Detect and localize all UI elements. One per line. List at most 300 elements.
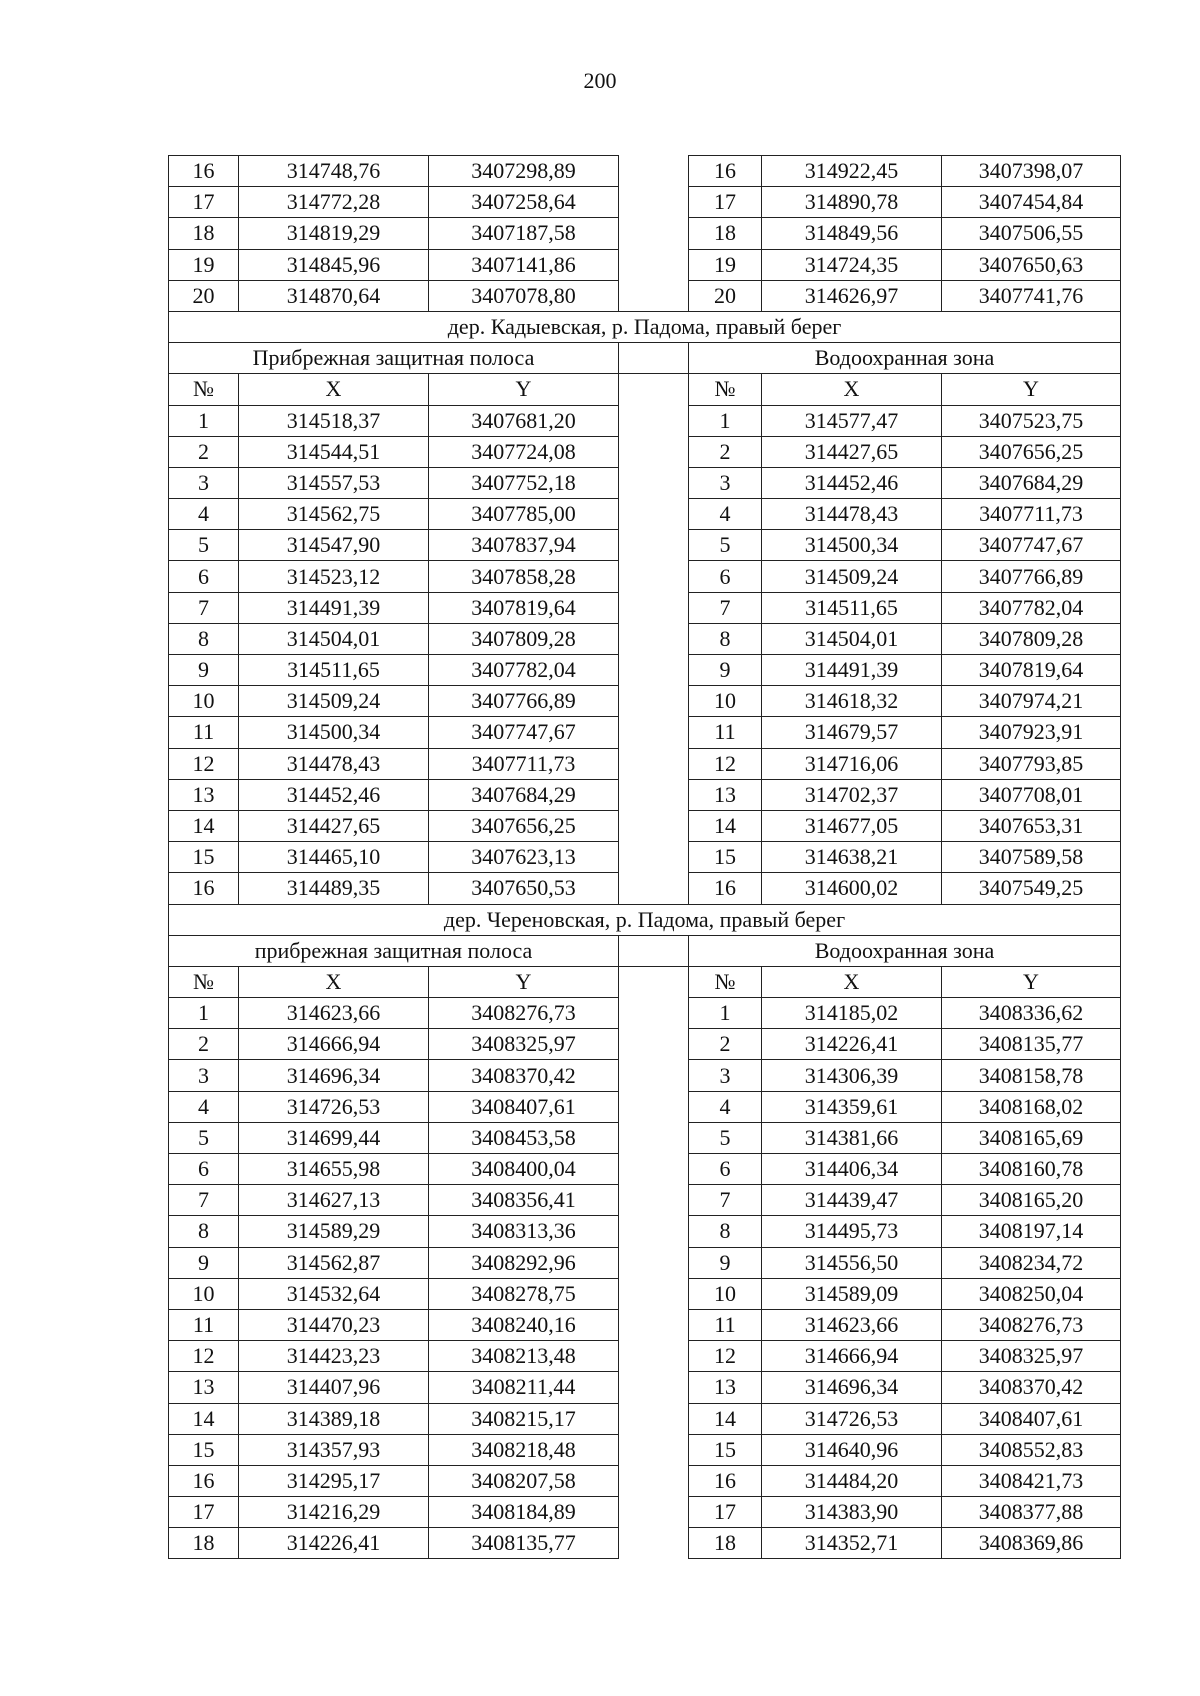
x-coordinate-cell: 314357,93 <box>239 1434 429 1465</box>
x-coordinate-cell: 314696,34 <box>239 1060 429 1091</box>
table-row <box>169 1465 1121 1496</box>
table-row <box>169 1154 1121 1185</box>
y-coordinate-cell: 3407747,67 <box>942 530 1121 561</box>
table-row <box>169 623 1121 654</box>
x-coordinate-cell: 314677,05 <box>762 810 942 841</box>
x-coordinate-cell: 314679,57 <box>762 717 942 748</box>
y-coordinate-cell: 3408370,42 <box>942 1372 1121 1403</box>
point-number-cell: 19 <box>689 249 762 280</box>
column-header-row <box>169 374 1121 405</box>
y-coordinate-cell: 3408207,58 <box>429 1465 619 1496</box>
x-column-header: X <box>239 374 429 405</box>
point-number-cell: 10 <box>689 686 762 717</box>
x-coordinate-cell: 314500,34 <box>239 717 429 748</box>
y-coordinate-cell: 3407623,13 <box>429 842 619 873</box>
y-coordinate-cell: 3408165,69 <box>942 1122 1121 1153</box>
number-column-header: № <box>169 966 239 997</box>
point-number-cell: 7 <box>169 592 239 623</box>
column-gap <box>619 686 689 717</box>
x-coordinate-cell: 314407,96 <box>239 1372 429 1403</box>
table-row <box>169 1060 1121 1091</box>
table-row <box>169 1278 1121 1309</box>
x-coordinate-cell: 314352,71 <box>762 1528 942 1559</box>
point-number-cell: 15 <box>689 1434 762 1465</box>
x-coordinate-cell: 314359,61 <box>762 1091 942 1122</box>
table-row <box>169 1309 1121 1340</box>
table-row <box>169 1247 1121 1278</box>
x-coordinate-cell: 314406,34 <box>762 1154 942 1185</box>
table-row <box>169 530 1121 561</box>
column-gap <box>619 405 689 436</box>
y-coordinate-cell: 3408356,41 <box>429 1185 619 1216</box>
point-number-cell: 4 <box>169 499 239 530</box>
x-coordinate-cell: 314383,90 <box>762 1497 942 1528</box>
y-coordinate-cell: 3408211,44 <box>429 1372 619 1403</box>
x-coordinate-cell: 314589,29 <box>239 1216 429 1247</box>
column-gap <box>619 530 689 561</box>
point-number-cell: 10 <box>689 1278 762 1309</box>
coastal-strip-header: Прибрежная защитная полоса <box>169 343 619 374</box>
point-number-cell: 1 <box>689 405 762 436</box>
point-number-cell: 12 <box>169 748 239 779</box>
table-row <box>169 998 1121 1029</box>
point-number-cell: 18 <box>689 218 762 249</box>
point-number-cell: 13 <box>169 779 239 810</box>
column-gap <box>619 343 689 374</box>
column-gap <box>619 966 689 997</box>
y-coordinate-cell: 3408213,48 <box>429 1341 619 1372</box>
column-gap <box>619 1122 689 1153</box>
table-row <box>169 499 1121 530</box>
point-number-cell: 13 <box>169 1372 239 1403</box>
y-column-header: Y <box>942 374 1121 405</box>
x-coordinate-cell: 314452,46 <box>239 779 429 810</box>
y-coordinate-cell: 3407078,80 <box>429 280 619 311</box>
y-coordinate-cell: 3407785,00 <box>429 499 619 530</box>
y-coordinate-cell: 3408369,86 <box>942 1528 1121 1559</box>
number-column-header: № <box>689 966 762 997</box>
point-number-cell: 5 <box>169 1122 239 1153</box>
x-coordinate-cell: 314626,97 <box>762 280 942 311</box>
y-coordinate-cell: 3407858,28 <box>429 561 619 592</box>
table-row <box>169 748 1121 779</box>
column-gap <box>619 998 689 1029</box>
column-gap <box>619 1060 689 1091</box>
column-gap <box>619 1465 689 1496</box>
table-row <box>169 1497 1121 1528</box>
y-coordinate-cell: 3408240,16 <box>429 1309 619 1340</box>
y-coordinate-cell: 3407819,64 <box>429 592 619 623</box>
table-row <box>169 717 1121 748</box>
number-column-header: № <box>169 374 239 405</box>
y-coordinate-cell: 3407454,84 <box>942 187 1121 218</box>
y-coordinate-cell: 3408278,75 <box>429 1278 619 1309</box>
point-number-cell: 15 <box>689 842 762 873</box>
zone-header-row <box>169 343 1121 374</box>
point-number-cell: 3 <box>689 467 762 498</box>
y-coordinate-cell: 3407549,25 <box>942 873 1121 904</box>
y-coordinate-cell: 3408165,20 <box>942 1185 1121 1216</box>
point-number-cell: 2 <box>169 436 239 467</box>
table-row <box>169 655 1121 686</box>
x-coordinate-cell: 314696,34 <box>762 1372 942 1403</box>
y-coordinate-cell: 3408453,58 <box>429 1122 619 1153</box>
y-coordinate-cell: 3407711,73 <box>429 748 619 779</box>
column-gap <box>619 748 689 779</box>
column-gap <box>619 1372 689 1403</box>
point-number-cell: 3 <box>169 467 239 498</box>
column-gap <box>619 810 689 841</box>
x-coordinate-cell: 314819,29 <box>239 218 429 249</box>
y-coordinate-cell: 3408184,89 <box>429 1497 619 1528</box>
y-coordinate-cell: 3408250,04 <box>942 1278 1121 1309</box>
point-number-cell: 18 <box>169 1528 239 1559</box>
point-number-cell: 14 <box>169 810 239 841</box>
x-coordinate-cell: 314547,90 <box>239 530 429 561</box>
point-number-cell: 3 <box>689 1060 762 1091</box>
point-number-cell: 2 <box>169 1029 239 1060</box>
x-coordinate-cell: 314306,39 <box>762 1060 942 1091</box>
point-number-cell: 5 <box>689 1122 762 1153</box>
x-coordinate-cell: 314562,87 <box>239 1247 429 1278</box>
table-row <box>169 873 1121 904</box>
y-column-header: Y <box>942 966 1121 997</box>
y-coordinate-cell: 3407782,04 <box>942 592 1121 623</box>
y-coordinate-cell: 3407650,63 <box>942 249 1121 280</box>
y-coordinate-cell: 3407187,58 <box>429 218 619 249</box>
x-coordinate-cell: 314623,66 <box>762 1309 942 1340</box>
x-coordinate-cell: 314427,65 <box>762 436 942 467</box>
y-coordinate-cell: 3407711,73 <box>942 499 1121 530</box>
point-number-cell: 16 <box>169 873 239 904</box>
table-row <box>169 779 1121 810</box>
table-row <box>169 686 1121 717</box>
x-coordinate-cell: 314600,02 <box>762 873 942 904</box>
x-coordinate-cell: 314699,44 <box>239 1122 429 1153</box>
column-header-row <box>169 966 1121 997</box>
x-coordinate-cell: 314845,96 <box>239 249 429 280</box>
table-row <box>169 436 1121 467</box>
point-number-cell: 1 <box>169 998 239 1029</box>
x-coordinate-cell: 314726,53 <box>239 1091 429 1122</box>
point-number-cell: 14 <box>689 1403 762 1434</box>
y-coordinate-cell: 3408370,42 <box>429 1060 619 1091</box>
x-coordinate-cell: 314849,56 <box>762 218 942 249</box>
table-row <box>169 187 1121 218</box>
section-title: дер. Кадыевская, р. Падома, правый берег <box>169 311 1121 342</box>
point-number-cell: 1 <box>689 998 762 1029</box>
column-gap <box>619 436 689 467</box>
x-coordinate-cell: 314666,94 <box>239 1029 429 1060</box>
column-gap <box>619 1434 689 1465</box>
point-number-cell: 16 <box>689 156 762 187</box>
point-number-cell: 10 <box>169 686 239 717</box>
point-number-cell: 11 <box>169 717 239 748</box>
y-coordinate-cell: 3408552,83 <box>942 1434 1121 1465</box>
point-number-cell: 19 <box>169 249 239 280</box>
x-coordinate-cell: 314640,96 <box>762 1434 942 1465</box>
point-number-cell: 17 <box>169 1497 239 1528</box>
x-coordinate-cell: 314491,39 <box>762 655 942 686</box>
coordinates-table-body <box>169 156 1121 1559</box>
column-gap <box>619 1154 689 1185</box>
y-coordinate-cell: 3407141,86 <box>429 249 619 280</box>
point-number-cell: 17 <box>689 187 762 218</box>
section-title-row <box>169 311 1121 342</box>
point-number-cell: 2 <box>689 436 762 467</box>
column-gap <box>619 218 689 249</box>
x-coordinate-cell: 314870,64 <box>239 280 429 311</box>
point-number-cell: 6 <box>689 1154 762 1185</box>
column-gap <box>619 1185 689 1216</box>
x-coordinate-cell: 314618,32 <box>762 686 942 717</box>
column-gap <box>619 187 689 218</box>
x-coordinate-cell: 314495,73 <box>762 1216 942 1247</box>
table-row <box>169 1528 1121 1559</box>
x-coordinate-cell: 314666,94 <box>762 1341 942 1372</box>
x-coordinate-cell: 314716,06 <box>762 748 942 779</box>
y-coordinate-cell: 3408400,04 <box>429 1154 619 1185</box>
point-number-cell: 9 <box>689 655 762 686</box>
point-number-cell: 1 <box>169 405 239 436</box>
y-coordinate-cell: 3407684,29 <box>429 779 619 810</box>
column-gap <box>619 935 689 966</box>
column-gap <box>619 623 689 654</box>
point-number-cell: 4 <box>689 1091 762 1122</box>
x-coordinate-cell: 314489,35 <box>239 873 429 904</box>
point-number-cell: 12 <box>689 748 762 779</box>
point-number-cell: 6 <box>689 561 762 592</box>
y-coordinate-cell: 3407747,67 <box>429 717 619 748</box>
point-number-cell: 9 <box>169 655 239 686</box>
point-number-cell: 5 <box>169 530 239 561</box>
table-row <box>169 218 1121 249</box>
point-number-cell: 15 <box>169 842 239 873</box>
y-coordinate-cell: 3408377,88 <box>942 1497 1121 1528</box>
x-coordinate-cell: 314623,66 <box>239 998 429 1029</box>
point-number-cell: 12 <box>689 1341 762 1372</box>
x-coordinate-cell: 314577,47 <box>762 405 942 436</box>
point-number-cell: 11 <box>169 1309 239 1340</box>
y-coordinate-cell: 3408168,02 <box>942 1091 1121 1122</box>
column-gap <box>619 1216 689 1247</box>
y-coordinate-cell: 3407681,20 <box>429 405 619 436</box>
table-row <box>169 467 1121 498</box>
point-number-cell: 7 <box>689 1185 762 1216</box>
column-gap <box>619 873 689 904</box>
y-coordinate-cell: 3408292,96 <box>429 1247 619 1278</box>
y-coordinate-cell: 3407766,89 <box>942 561 1121 592</box>
x-coordinate-cell: 314724,35 <box>762 249 942 280</box>
point-number-cell: 7 <box>169 1185 239 1216</box>
y-coordinate-cell: 3408135,77 <box>942 1029 1121 1060</box>
y-coordinate-cell: 3407258,64 <box>429 187 619 218</box>
point-number-cell: 8 <box>689 1216 762 1247</box>
column-gap <box>619 156 689 187</box>
x-coordinate-cell: 314504,01 <box>239 623 429 654</box>
y-column-header: Y <box>429 374 619 405</box>
y-coordinate-cell: 3407837,94 <box>429 530 619 561</box>
y-coordinate-cell: 3408160,78 <box>942 1154 1121 1185</box>
x-coordinate-cell: 314638,21 <box>762 842 942 873</box>
y-coordinate-cell: 3408158,78 <box>942 1060 1121 1091</box>
point-number-cell: 6 <box>169 1154 239 1185</box>
y-coordinate-cell: 3408276,73 <box>429 998 619 1029</box>
x-coordinate-cell: 314523,12 <box>239 561 429 592</box>
y-coordinate-cell: 3407819,64 <box>942 655 1121 686</box>
x-coordinate-cell: 314511,65 <box>239 655 429 686</box>
y-coordinate-cell: 3407656,25 <box>942 436 1121 467</box>
point-number-cell: 12 <box>169 1341 239 1372</box>
y-coordinate-cell: 3408421,73 <box>942 1465 1121 1496</box>
point-number-cell: 18 <box>689 1528 762 1559</box>
point-number-cell: 4 <box>169 1091 239 1122</box>
y-coordinate-cell: 3407589,58 <box>942 842 1121 873</box>
page-number: 200 <box>583 68 617 93</box>
column-gap <box>619 1528 689 1559</box>
x-coordinate-cell: 314726,53 <box>762 1403 942 1434</box>
y-coordinate-cell: 3407708,01 <box>942 779 1121 810</box>
y-coordinate-cell: 3408336,62 <box>942 998 1121 1029</box>
column-gap <box>619 1091 689 1122</box>
table-row <box>169 1091 1121 1122</box>
y-coordinate-cell: 3407809,28 <box>429 623 619 654</box>
water-protection-zone-header: Водоохранная зона <box>689 343 1121 374</box>
x-coordinate-cell: 314509,24 <box>762 561 942 592</box>
point-number-cell: 9 <box>689 1247 762 1278</box>
y-coordinate-cell: 3407656,25 <box>429 810 619 841</box>
x-coordinate-cell: 314389,18 <box>239 1403 429 1434</box>
y-coordinate-cell: 3407298,89 <box>429 156 619 187</box>
y-coordinate-cell: 3407398,07 <box>942 156 1121 187</box>
point-number-cell: 11 <box>689 717 762 748</box>
x-coordinate-cell: 314226,41 <box>762 1029 942 1060</box>
column-gap <box>619 374 689 405</box>
table-row <box>169 1403 1121 1434</box>
x-column-header: X <box>762 374 942 405</box>
x-coordinate-cell: 314890,78 <box>762 187 942 218</box>
point-number-cell: 7 <box>689 592 762 623</box>
x-coordinate-cell: 314544,51 <box>239 436 429 467</box>
point-number-cell: 10 <box>169 1278 239 1309</box>
point-number-cell: 14 <box>689 810 762 841</box>
y-coordinate-cell: 3407653,31 <box>942 810 1121 841</box>
table-row <box>169 1434 1121 1465</box>
coastal-strip-header: прибрежная защитная полоса <box>169 935 619 966</box>
table-row <box>169 1122 1121 1153</box>
point-number-cell: 11 <box>689 1309 762 1340</box>
x-coordinate-cell: 314478,43 <box>762 499 942 530</box>
table-row <box>169 810 1121 841</box>
column-gap <box>619 1341 689 1372</box>
x-coordinate-cell: 314504,01 <box>762 623 942 654</box>
table-row <box>169 280 1121 311</box>
y-coordinate-cell: 3408325,97 <box>429 1029 619 1060</box>
x-coordinate-cell: 314772,28 <box>239 187 429 218</box>
x-coordinate-cell: 314427,65 <box>239 810 429 841</box>
table-row <box>169 156 1121 187</box>
column-gap <box>619 499 689 530</box>
x-coordinate-cell: 314556,50 <box>762 1247 942 1278</box>
x-coordinate-cell: 314439,47 <box>762 1185 942 1216</box>
table-row <box>169 249 1121 280</box>
point-number-cell: 18 <box>169 218 239 249</box>
x-coordinate-cell: 314511,65 <box>762 592 942 623</box>
x-coordinate-cell: 314655,98 <box>239 1154 429 1185</box>
x-coordinate-cell: 314295,17 <box>239 1465 429 1496</box>
y-coordinate-cell: 3408234,72 <box>942 1247 1121 1278</box>
y-coordinate-cell: 3407974,21 <box>942 686 1121 717</box>
section-title-row <box>169 904 1121 935</box>
table-row <box>169 1185 1121 1216</box>
y-coordinate-cell: 3407523,75 <box>942 405 1121 436</box>
column-gap <box>619 467 689 498</box>
y-coordinate-cell: 3407782,04 <box>429 655 619 686</box>
point-number-cell: 8 <box>689 623 762 654</box>
point-number-cell: 2 <box>689 1029 762 1060</box>
x-coordinate-cell: 314491,39 <box>239 592 429 623</box>
x-coordinate-cell: 314423,23 <box>239 1341 429 1372</box>
column-gap <box>619 1247 689 1278</box>
point-number-cell: 16 <box>169 1465 239 1496</box>
point-number-cell: 4 <box>689 499 762 530</box>
x-coordinate-cell: 314185,02 <box>762 998 942 1029</box>
column-gap <box>619 1278 689 1309</box>
x-column-header: X <box>239 966 429 997</box>
point-number-cell: 17 <box>689 1497 762 1528</box>
column-gap <box>619 655 689 686</box>
column-gap <box>619 842 689 873</box>
point-number-cell: 20 <box>689 280 762 311</box>
y-coordinate-cell: 3407752,18 <box>429 467 619 498</box>
x-coordinate-cell: 314500,34 <box>762 530 942 561</box>
x-coordinate-cell: 314922,45 <box>762 156 942 187</box>
point-number-cell: 9 <box>169 1247 239 1278</box>
y-coordinate-cell: 3408197,14 <box>942 1216 1121 1247</box>
x-coordinate-cell: 314748,76 <box>239 156 429 187</box>
y-coordinate-cell: 3407766,89 <box>429 686 619 717</box>
water-protection-zone-header: Водоохранная зона <box>689 935 1121 966</box>
point-number-cell: 14 <box>169 1403 239 1434</box>
x-coordinate-cell: 314589,09 <box>762 1278 942 1309</box>
y-coordinate-cell: 3408407,61 <box>429 1091 619 1122</box>
point-number-cell: 8 <box>169 623 239 654</box>
y-coordinate-cell: 3408215,17 <box>429 1403 619 1434</box>
x-coordinate-cell: 314478,43 <box>239 748 429 779</box>
y-column-header: Y <box>429 966 619 997</box>
point-number-cell: 17 <box>169 187 239 218</box>
point-number-cell: 8 <box>169 1216 239 1247</box>
y-coordinate-cell: 3407923,91 <box>942 717 1121 748</box>
y-coordinate-cell: 3408313,36 <box>429 1216 619 1247</box>
zone-header-row <box>169 935 1121 966</box>
number-column-header: № <box>689 374 762 405</box>
point-number-cell: 15 <box>169 1434 239 1465</box>
table-row <box>169 561 1121 592</box>
x-coordinate-cell: 314381,66 <box>762 1122 942 1153</box>
x-coordinate-cell: 314509,24 <box>239 686 429 717</box>
y-coordinate-cell: 3407506,55 <box>942 218 1121 249</box>
column-gap <box>619 1403 689 1434</box>
coordinates-table <box>168 155 1121 1559</box>
point-number-cell: 5 <box>689 530 762 561</box>
point-number-cell: 16 <box>689 1465 762 1496</box>
point-number-cell: 16 <box>689 873 762 904</box>
x-coordinate-cell: 314557,53 <box>239 467 429 498</box>
x-column-header: X <box>762 966 942 997</box>
y-coordinate-cell: 3407793,85 <box>942 748 1121 779</box>
table-row <box>169 842 1121 873</box>
